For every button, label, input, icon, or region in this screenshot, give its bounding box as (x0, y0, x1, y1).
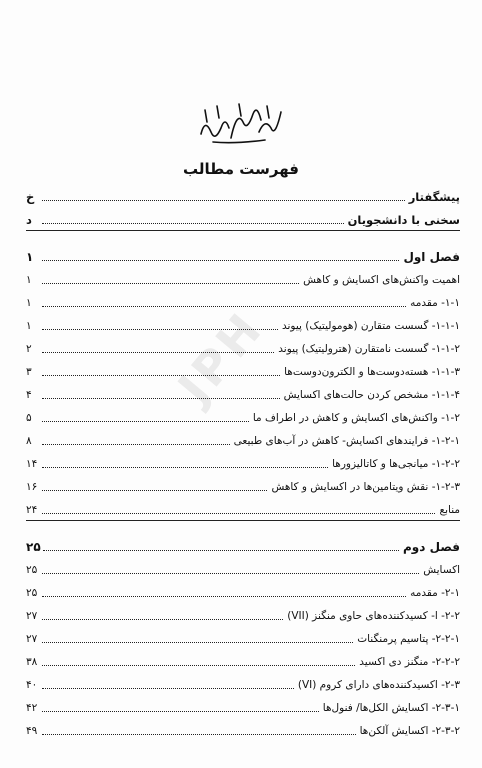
toc-entry[interactable]: اهمیت واکنش‌های اکسایش و کاهش ۱ (26, 274, 460, 286)
toc-entry[interactable]: ۲-۲-۲- منگنز دی اکسید ۳۸ (26, 656, 460, 668)
leader-dots (42, 596, 406, 597)
leader-dots (42, 513, 435, 514)
leader-dots (42, 665, 355, 666)
toc-entry[interactable]: ۲-۲- ا- کسیدکننده‌های حاوی منگنز (VII) ۲۷ (26, 610, 460, 622)
leader-dots (43, 550, 399, 551)
leader-dots (42, 223, 344, 224)
leader-dots (42, 421, 249, 422)
leader-dots (42, 642, 353, 643)
toc-entry[interactable]: ۱-۱-۳- هسته‌دوست‌ها و الکترون‌دوست‌ها ۳ (26, 366, 460, 378)
leader-dots (42, 375, 280, 376)
toc-entry[interactable]: ۲-۱- مقدمه ۲۵ (26, 587, 460, 599)
toc-entry[interactable]: ۲-۳-۲- اکسایش آلکن‌ها ۴۹ (26, 725, 460, 737)
toc-entry[interactable]: ۱-۱-۱- گسست متقارن (هومولیتیک) پیوند ۱ (26, 320, 460, 332)
leader-dots (42, 283, 299, 284)
leader-dots (42, 260, 399, 261)
leader-dots (42, 490, 267, 491)
basmala-calligraphy (195, 98, 285, 146)
leader-dots (42, 711, 319, 712)
toc-entry[interactable]: ۱-۱-۴- مشخص کردن حالت‌های اکسایش ۴ (26, 389, 460, 401)
toc-entry[interactable]: ۱-۱- مقدمه ۱ (26, 297, 460, 309)
chapter-1-heading[interactable]: فصل اول ۱ (26, 250, 460, 264)
leader-dots (42, 734, 356, 735)
leader-dots (42, 352, 274, 353)
leader-dots (42, 398, 280, 399)
toc-entry-students[interactable]: سخنی با دانشجویان د (26, 213, 460, 227)
leader-dots (42, 467, 328, 468)
leader-dots (42, 306, 406, 307)
section-divider (26, 520, 460, 521)
toc-entry[interactable]: ۱-۲-۱- فرایندهای اکسایش- کاهش در آب‌های طبیعی ۸ (26, 435, 460, 447)
toc-entry[interactable]: اکسایش ۲۵ (26, 564, 460, 576)
toc-entry[interactable]: ۱-۲-۲- میانجی‌ها و کاتالیزورها ۱۴ (26, 458, 460, 470)
chapter-2-heading[interactable]: فصل دوم ۲۵ (26, 540, 460, 554)
toc-entry[interactable]: ۱-۲-۳- نقش ویتامین‌ها در اکسایش و کاهش ۱۶ (26, 481, 460, 493)
leader-dots (42, 688, 294, 689)
leader-dots (42, 444, 230, 445)
leader-dots (42, 200, 405, 201)
leader-dots (42, 573, 419, 574)
watermark: JPH (167, 300, 274, 414)
toc-entry[interactable]: ۲-۲-۱- پتاسیم پرمنگنات ۲۷ (26, 633, 460, 645)
toc-entry[interactable]: ۲-۳-۱- اکسایش الکل‌ها/ فنول‌ها ۴۲ (26, 702, 460, 714)
toc-entry[interactable]: ۱-۱-۲- گسست نامتقارن (هترولیتیک) پیوند ۲ (26, 343, 460, 355)
page-title: فهرست مطالب (183, 160, 299, 178)
leader-dots (42, 329, 278, 330)
toc-entry-preface[interactable]: پیشگفتار خ (26, 190, 460, 204)
toc-entry[interactable]: منابع ۲۴ (26, 504, 460, 516)
leader-dots (42, 619, 283, 620)
section-divider (26, 230, 460, 231)
toc-entry[interactable]: ۲-۳- اکسیدکننده‌های دارای کروم (VI) ۴۰ (26, 679, 460, 691)
toc-entry[interactable]: ۱-۲- واکنش‌های اکسایش و کاهش در اطراف ما ۵ (26, 412, 460, 424)
